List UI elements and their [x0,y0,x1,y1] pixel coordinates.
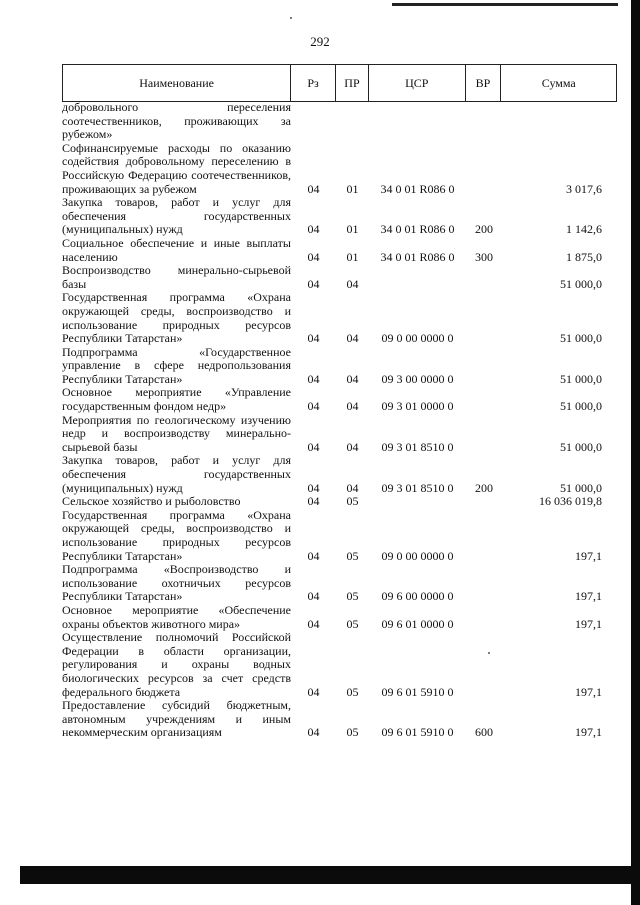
row-name: Государственная программа «Охрана окружающей среды, воспроизводство и использование природных ресурсов Республики Татарстан» [62,507,291,563]
row-name: Основное мероприятие «Управление государственным фондом недр» [62,385,291,414]
table-row [62,346,617,387]
row-name: Осуществление полномочий Российской Федерации в области организации, регулирования и охраны водных биологических ресурсов за счет средств федерального бюджета [62,630,291,699]
row-pr: 04 [346,276,359,291]
table-row [62,264,617,291]
row-sum: 51 000,0 [560,371,602,386]
row-csr: 09 6 01 5910 0 [381,725,454,740]
table-body [62,101,617,740]
row-sum: 51 000,0 [560,399,602,414]
row-sum: 197,1 [575,616,602,631]
table-row [62,237,617,264]
row-rz: 04 [307,276,320,291]
table-row [62,101,617,142]
header-rz: Рз [291,65,336,101]
row-pr: 01 [346,249,359,264]
row-name: Государственная программа «Охрана окружающей среды, воспроизводство и использование природных ресурсов Республики Татарстан» [62,290,291,346]
row-csr: 09 6 00 0000 0 [381,589,454,604]
scan-right-edge [631,0,640,905]
row-vr: 200 [475,480,493,495]
row-csr: 09 3 01 8510 0 [381,439,454,454]
row-name: Закупка товаров, работ и услуг для обеспечения государственных (муниципальных) нужд [62,453,291,495]
page-number: 292 [310,34,330,49]
row-csr: 09 0 00 0000 0 [381,331,454,346]
row-name: Подпрограмма «Государственное управление в сфере недропользования Республики Татарстан» [62,344,291,386]
row-pr: 05 [346,684,359,699]
row-name: Сельское хозяйство и рыболовство [62,494,241,509]
row-csr: 34 0 01 R086 0 [380,249,455,264]
row-name: Закупка товаров, работ и услуг для обеспечения государственных (муниципальных) нужд [62,195,291,237]
table-row [62,454,617,495]
row-csr: 09 3 01 8510 0 [381,480,454,495]
row-csr: 09 3 01 0000 0 [381,399,454,414]
row-name: Мероприятия по геологическому изучению недр и воспроизводству минерально-сырьевой базы [62,412,291,454]
table-row [62,196,617,237]
table-row [62,386,617,413]
row-name: Социальное обеспечение и иные выплаты населению [62,235,291,264]
table-row [62,142,617,196]
row-sum: 197,1 [575,548,602,563]
table-row [62,604,617,631]
row-rz: 04 [307,548,320,563]
row-csr: 34 0 01 R086 0 [380,222,455,237]
row-rz: 04 [307,684,320,699]
row-pr: 04 [346,331,359,346]
row-rz: 04 [307,589,320,604]
scan-bottom-edge [20,866,632,884]
header-sum: Сумма [541,75,576,90]
row-pr: 04 [346,371,359,386]
row-pr: 01 [346,181,359,196]
row-rz: 04 [307,222,320,237]
row-name: Основное мероприятие «Обеспечение охраны объектов животного мира» [62,602,291,631]
row-vr: 200 [475,222,493,237]
row-csr: 09 6 01 0000 0 [381,616,454,631]
table-row [62,414,617,455]
row-rz: 04 [307,480,320,495]
row-pr: 05 [346,589,359,604]
row-name: Предоставление субсидий бюджетным, автономным учреждениям и иным некоммерческим организациям [62,698,291,740]
row-sum: 197,1 [575,589,602,604]
row-sum: 3 017,6 [566,181,602,196]
row-rz: 04 [307,725,320,740]
row-pr: 04 [346,480,359,495]
row-rz: 04 [307,331,320,346]
row-rz: 04 [307,371,320,386]
row-name: Воспроизводство минерально-сырьевой базы [62,263,291,291]
row-sum: 1 142,6 [566,222,602,237]
row-sum: 1 875,0 [566,249,602,264]
header-csr: ЦСР [369,65,466,101]
row-pr: 05 [346,548,359,563]
table-header [62,64,617,102]
header-pr: ПР [336,65,369,101]
header-name: Наименование [63,65,291,101]
row-sum: 51 000,0 [560,276,602,291]
row-pr: 05 [346,616,359,631]
row-sum: 197,1 [575,725,602,740]
table-row [62,509,617,563]
row-pr: 04 [346,399,359,414]
row-vr: 600 [475,725,493,740]
row-sum: 51 000,0 [560,331,602,346]
row-sum: 197,1 [575,684,602,699]
row-name: добровольного переселения соотечественников, проживающих за рубежом» [62,100,291,142]
row-rz: 04 [307,439,320,454]
row-csr: 34 0 01 R086 0 [380,181,455,196]
table-row [62,631,617,699]
row-name: Софинансируемые расходы по оказанию содействия добровольному переселению в Российскую Федерацию соотечественников, проживающих за рубежом [62,140,291,196]
scan-speck [290,17,292,19]
table-row [62,699,617,740]
row-vr: 300 [475,249,493,264]
row-name: Подпрограмма «Воспроизводство и использование охотничьих ресурсов Республики Татарстан» [62,562,291,604]
row-rz: 04 [307,249,320,264]
scan-top-edge [392,3,618,6]
header-vr: ВР [466,65,502,101]
row-sum: 16 036 019,8 [539,494,602,509]
row-sum: 51 000,0 [560,480,602,495]
row-pr: 05 [346,494,359,509]
row-pr: 01 [346,222,359,237]
row-csr: 09 0 00 0000 0 [381,548,454,563]
row-rz: 04 [307,399,320,414]
row-pr: 04 [346,439,359,454]
row-rz: 04 [307,181,320,196]
table-row [62,495,617,509]
row-rz: 04 [307,494,320,509]
row-rz: 04 [307,616,320,631]
table-row [62,291,617,345]
row-sum: 51 000,0 [560,439,602,454]
row-csr: 09 6 01 5910 0 [381,684,454,699]
row-pr: 05 [346,725,359,740]
row-csr: 09 3 00 0000 0 [381,371,454,386]
table-row [62,563,617,604]
